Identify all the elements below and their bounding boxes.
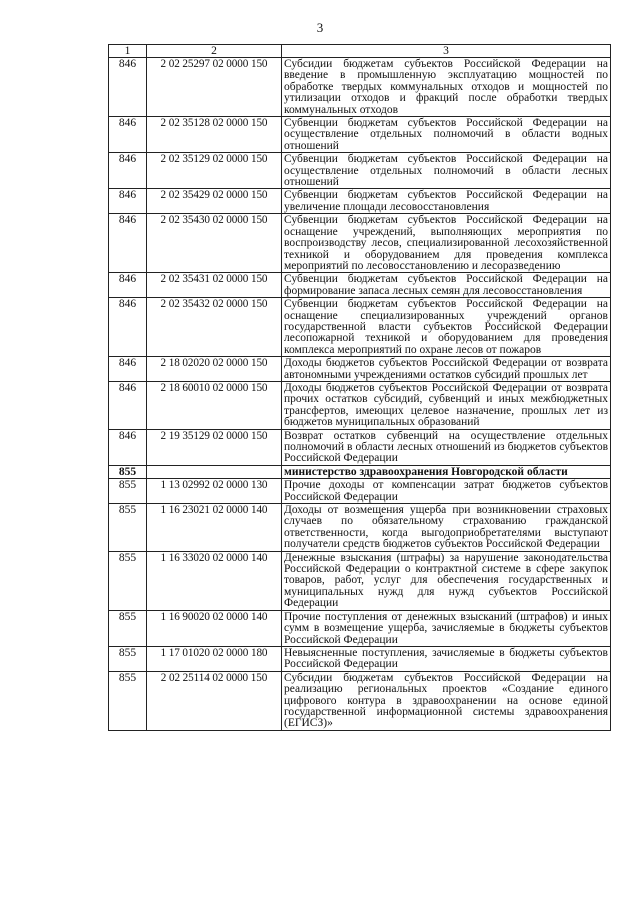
description-cell: Субвенции бюджетам субъектов Российской Федерации на осуществление отдельных полномочий в области водных отношений [282, 117, 611, 153]
budget-code-cell: 2 02 35430 02 0000 150 [147, 214, 282, 273]
budget-code-cell: 2 19 35129 02 0000 150 [147, 429, 282, 465]
admin-code-cell: 846 [109, 153, 147, 189]
budget-code-cell: 1 13 02992 02 0000 130 [147, 479, 282, 504]
budget-code-cell: 2 02 25114 02 0000 150 [147, 671, 282, 730]
income-codes-table [108, 44, 611, 731]
budget-code-cell [147, 465, 282, 478]
column-1-header: 1 [109, 45, 147, 58]
admin-code-cell: 855 [109, 551, 147, 610]
description-cell: Субвенции бюджетам субъектов Российской Федерации на формирование запаса лесных семян для лесовосстановления [282, 273, 611, 298]
budget-code-cell: 2 02 35429 02 0000 150 [147, 189, 282, 214]
budget-code-cell: 1 16 33020 02 0000 140 [147, 551, 282, 610]
budget-code-cell: 2 02 35431 02 0000 150 [147, 273, 282, 298]
admin-code-cell: 855 [109, 504, 147, 552]
admin-code-cell: 855 [109, 479, 147, 504]
table-row [109, 479, 611, 504]
description-cell: Субвенции бюджетам субъектов Российской Федерации на оснащение специализированных учреждений органов государственной власти субъектов Российской Федерации лесопожарной техникой и оборудованием для проведения комплекса мероприятий по охране лесов от пожаров [282, 298, 611, 357]
column-3-header: 3 [282, 45, 611, 58]
admin-code-cell: 846 [109, 189, 147, 214]
table-row [109, 357, 611, 382]
admin-code-cell: 846 [109, 58, 147, 117]
budget-code-cell: 2 02 35432 02 0000 150 [147, 298, 282, 357]
budget-code-cell: 2 02 35128 02 0000 150 [147, 117, 282, 153]
table-row [109, 381, 611, 429]
table-row [109, 58, 611, 117]
admin-code-cell: 846 [109, 273, 147, 298]
table-row [109, 153, 611, 189]
table-row [109, 429, 611, 465]
admin-code-cell: 846 [109, 117, 147, 153]
description-cell: Доходы бюджетов субъектов Российской Федерации от возврата прочих остатков субсидий, субвенций и иных межбюджетных трансфертов, имеющих целевое назначение, прошлых лет из бюджетов муниципальных образований [282, 381, 611, 429]
admin-code-cell: 846 [109, 357, 147, 382]
page-number: 3 [316, 20, 324, 35]
section-header-row [109, 465, 611, 478]
table-row [109, 214, 611, 273]
budget-code-cell: 2 18 02020 02 0000 150 [147, 357, 282, 382]
description-cell: Невыясненные поступления, зачисляемые в бюджеты субъектов Российской Федерации [282, 646, 611, 671]
admin-code-cell: 846 [109, 429, 147, 465]
column-2-header: 2 [147, 45, 282, 58]
budget-code-cell: 2 02 35129 02 0000 150 [147, 153, 282, 189]
table-row [109, 504, 611, 552]
admin-code-cell: 846 [109, 214, 147, 273]
description-cell: Доходы бюджетов субъектов Российской Федерации от возврата автономными учреждениями остатков субсидий прошлых лет [282, 357, 611, 382]
budget-code-cell: 2 18 60010 02 0000 150 [147, 381, 282, 429]
table-row [109, 273, 611, 298]
admin-code-cell: 855 [109, 465, 147, 478]
table-row [109, 671, 611, 730]
table-body [109, 58, 611, 731]
description-cell: Субвенции бюджетам субъектов Российской Федерации на увеличение площади лесовосстановления [282, 189, 611, 214]
description-cell: министерство здравоохранения Новгородской области [282, 465, 611, 478]
budget-code-cell: 1 16 23021 02 0000 140 [147, 504, 282, 552]
description-cell: Доходы от возмещения ущерба при возникновении страховых случаев по обязательному страхованию гражданской ответственности, когда выгодоприобретателями выступают получатели средств бюджетов субъектов Российской Федерации [282, 504, 611, 552]
table-row [109, 610, 611, 646]
table-row [109, 298, 611, 357]
budget-code-cell: 2 02 25297 02 0000 150 [147, 58, 282, 117]
description-cell: Возврат остатков субвенций на осуществление отдельных полномочий в области лесных отношений из бюджетов субъектов Российской Федерации [282, 429, 611, 465]
description-cell: Прочие доходы от компенсации затрат бюджетов субъектов Российской Федерации [282, 479, 611, 504]
table-row [109, 551, 611, 610]
budget-code-cell: 1 17 01020 02 0000 180 [147, 646, 282, 671]
description-cell: Субвенции бюджетам субъектов Российской Федерации на осуществление отдельных полномочий в области лесных отношений [282, 153, 611, 189]
budget-code-cell: 1 16 90020 02 0000 140 [147, 610, 282, 646]
table-row [109, 117, 611, 153]
table-row [109, 189, 611, 214]
admin-code-cell: 855 [109, 671, 147, 730]
admin-code-cell: 846 [109, 298, 147, 357]
description-cell: Субсидии бюджетам субъектов Российской Федерации на реализацию региональных проектов «Создание единого цифрового контура в здравоохранении на основе единой государственной информационной системы здравоохранения (ЕГИСЗ)» [282, 671, 611, 730]
description-cell: Денежные взыскания (штрафы) за нарушение законодательства Российской Федерации о контрактной системе в сфере закупок товаров, работ, услуг для обеспечения государственных и муниципальных нужд для нужд субъектов Российской Федерации [282, 551, 611, 610]
table-row [109, 646, 611, 671]
column-number-row [109, 45, 611, 58]
description-cell: Субвенции бюджетам субъектов Российской Федерации на оснащение учреждений, выполняющих мероприятия по воспроизводству лесов, специализированной лесохозяйственной техникой и оборудованием для проведения комплекса мероприятий по лесовосстановлению и лесоразведению [282, 214, 611, 273]
admin-code-cell: 855 [109, 646, 147, 671]
admin-code-cell: 855 [109, 610, 147, 646]
admin-code-cell: 846 [109, 381, 147, 429]
description-cell: Прочие поступления от денежных взысканий (штрафов) и иных сумм в возмещение ущерба, зачисляемые в бюджеты субъектов Российской Федерации [282, 610, 611, 646]
description-cell: Субсидии бюджетам субъектов Российской Федерации на введение в промышленную эксплуатацию мощностей по обработке твердых коммунальных отходов и мощностей по утилизации отходов и фракций после обработки твердых коммунальных отходов [282, 58, 611, 117]
